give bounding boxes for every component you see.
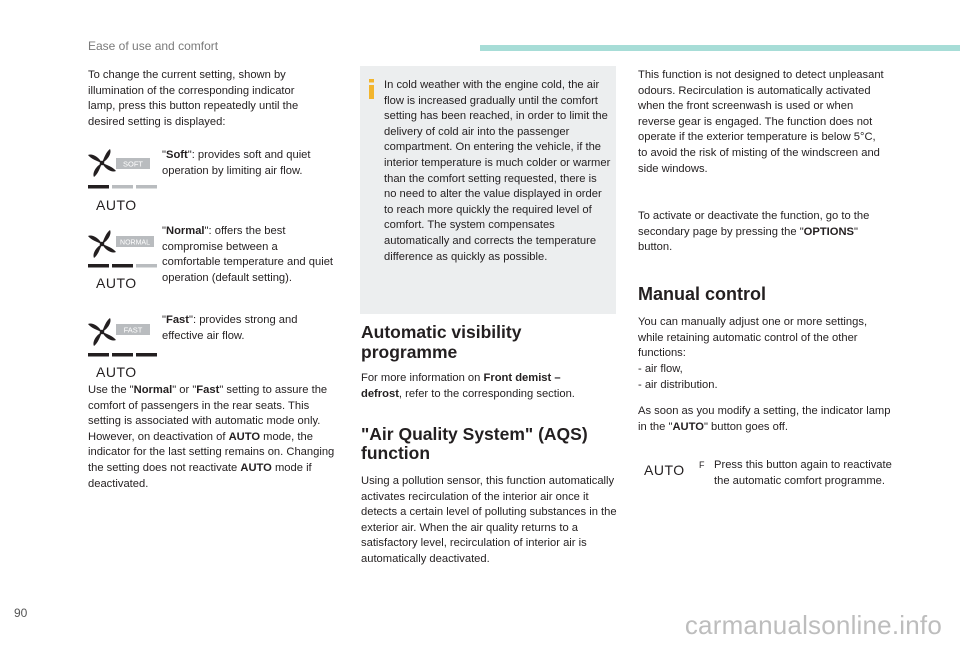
vis-text-2: , refer to the corresponding section. — [398, 387, 575, 400]
fast-auto-label: AUTO — [96, 364, 137, 380]
vis-text-1: For more information on — [361, 372, 484, 384]
site-watermark: carmanualsonline.info — [684, 610, 942, 640]
use-text-1: Use the " — [88, 384, 134, 396]
intro-paragraph: To change the current setting, shown by illumination of the corresponding indicator lamp, press this button repeatedly until the desired setting is displayed: — [88, 69, 299, 128]
normal-badge-label: NORMAL — [120, 239, 150, 247]
heading-manual-control: Manual control — [638, 284, 767, 304]
soft-auto-label: AUTO — [96, 197, 137, 213]
soft-badge-label: SOFT — [123, 159, 143, 169]
fan-level-segment — [88, 353, 109, 357]
press-again-paragraph: Press this button again to reactivate the automatic comfort programme. — [714, 459, 892, 487]
use-text-2: " or " — [172, 384, 197, 396]
options-text-2: " button. — [638, 225, 859, 254]
fast-description: "Fast": provides strong and effective air flow. — [162, 314, 298, 342]
normal-auto-label: AUTO — [96, 275, 137, 291]
normal-name: Normal — [165, 225, 205, 237]
use-fast: Fast — [196, 384, 220, 396]
aqs-paragraph: Using a pollution sensor, this function automatically activates recirculation of the interior air once it detects a certain level of polluting substances in the exterior air. When the air quality returns to a satisfactory level, recirculation of interior air is automatically deactivated. — [361, 475, 617, 565]
normal-fan-icon — [86, 228, 158, 272]
options-paragraph — [638, 209, 893, 256]
fan-level-segment — [112, 264, 133, 268]
fast-fan-icon — [86, 316, 158, 360]
soft-description: "Soft": provides soft and quiet operation by limiting air flow. — [162, 149, 311, 177]
fast-name: Fast — [165, 314, 189, 326]
auto-button-label: AUTO — [644, 462, 685, 478]
use-setting-paragraph — [88, 383, 343, 492]
use-normal: Normal — [133, 384, 173, 396]
indicator-text-1: As soon as you modify a setting, the indicator lamp in the " — [638, 405, 891, 433]
soft-text: : provides soft and quiet operation by limiting air flow. — [162, 149, 311, 177]
options-text-1: To activate or deactivate the function, go to the secondary page by pressing the " — [638, 210, 870, 238]
use-text-5: mode if deactivated. — [88, 461, 312, 490]
heading-visibility: Automatic visibility programme — [361, 322, 522, 362]
fan-level-segment — [112, 353, 133, 357]
heading-aqs: "Air Quality System" (AQS) function — [361, 424, 588, 463]
indicator-paragraph — [638, 404, 893, 435]
info-icon — [368, 79, 376, 99]
fan-level-segment — [136, 185, 157, 189]
header-accent-bar — [480, 45, 960, 51]
bullet-icon: F — [699, 460, 705, 470]
indicator-text-2: " button goes off. — [703, 420, 788, 433]
section-header: Ease of use and comfort — [88, 39, 219, 53]
use-auto-2: AUTO — [240, 461, 272, 474]
normal-text: : offers the best compromise between a comfortable temperature and quiet operation (default setting). — [162, 225, 334, 284]
soft-fan-icon — [86, 147, 158, 191]
vis-bold: Front demist – defrost — [361, 372, 561, 400]
cold-weather-note-text: In cold weather with the engine cold, the air flow is increased gradually until the comfort setting has been reached, in order to limit the delivery of cold air into the passenger compartment. On entering the vehicle, if the interior temperature is much colder or warmer than the comfort setting requested, there is no need to alter the value displayed in order to reach more quickly the required level of comfort. The system compensates automatically and corrects the temperature difference as quickly as possible. — [384, 79, 611, 263]
manual-list-item: - air distribution. — [638, 379, 718, 391]
use-auto-1: AUTO — [228, 430, 261, 443]
indicator-bold: AUTO — [672, 420, 704, 433]
page-number: 90 — [14, 606, 28, 620]
fan-level-segment — [112, 185, 133, 189]
aqs-notes-paragraph: This function is not designed to detect unpleasant odours. Recirculation is automatically activated when the front screenwash is used or when reverse gear is engaged. The function does not operate if the exterior temperature is below 5°C, to avoid the risk of misting of the windscreen and side windows. — [638, 69, 884, 175]
use-text-3: " setting to assure the comfort of passengers in the rear seats. This setting is associated with automatic mode only. However, on deactivation of — [88, 384, 328, 443]
use-text-4: mode, the indicator for the last setting remains on. Changing the setting does not reactivate — [88, 430, 335, 474]
fan-level-segment — [136, 353, 157, 357]
normal-indicator — [86, 228, 161, 291]
soft-name: Soft — [165, 149, 188, 161]
fast-badge-label: FAST — [123, 325, 143, 335]
options-bold: OPTIONS — [803, 225, 855, 238]
fast-indicator — [86, 316, 161, 380]
manual-paragraph: You can manually adjust one or more settings, while retaining automatic control of the other functions: — [638, 316, 868, 360]
manual-list-item: - air flow, — [638, 363, 683, 375]
fan-level-segment — [136, 264, 157, 268]
soft-indicator — [86, 147, 161, 213]
visibility-paragraph — [361, 371, 601, 402]
fan-level-segment — [88, 185, 109, 189]
fast-text: : provides strong and effective air flow. — [162, 314, 298, 342]
fan-level-segment — [88, 264, 109, 268]
normal-description: "Normal": offers the best compromise between a comfortable temperature and quiet operation (default setting). — [162, 225, 334, 284]
